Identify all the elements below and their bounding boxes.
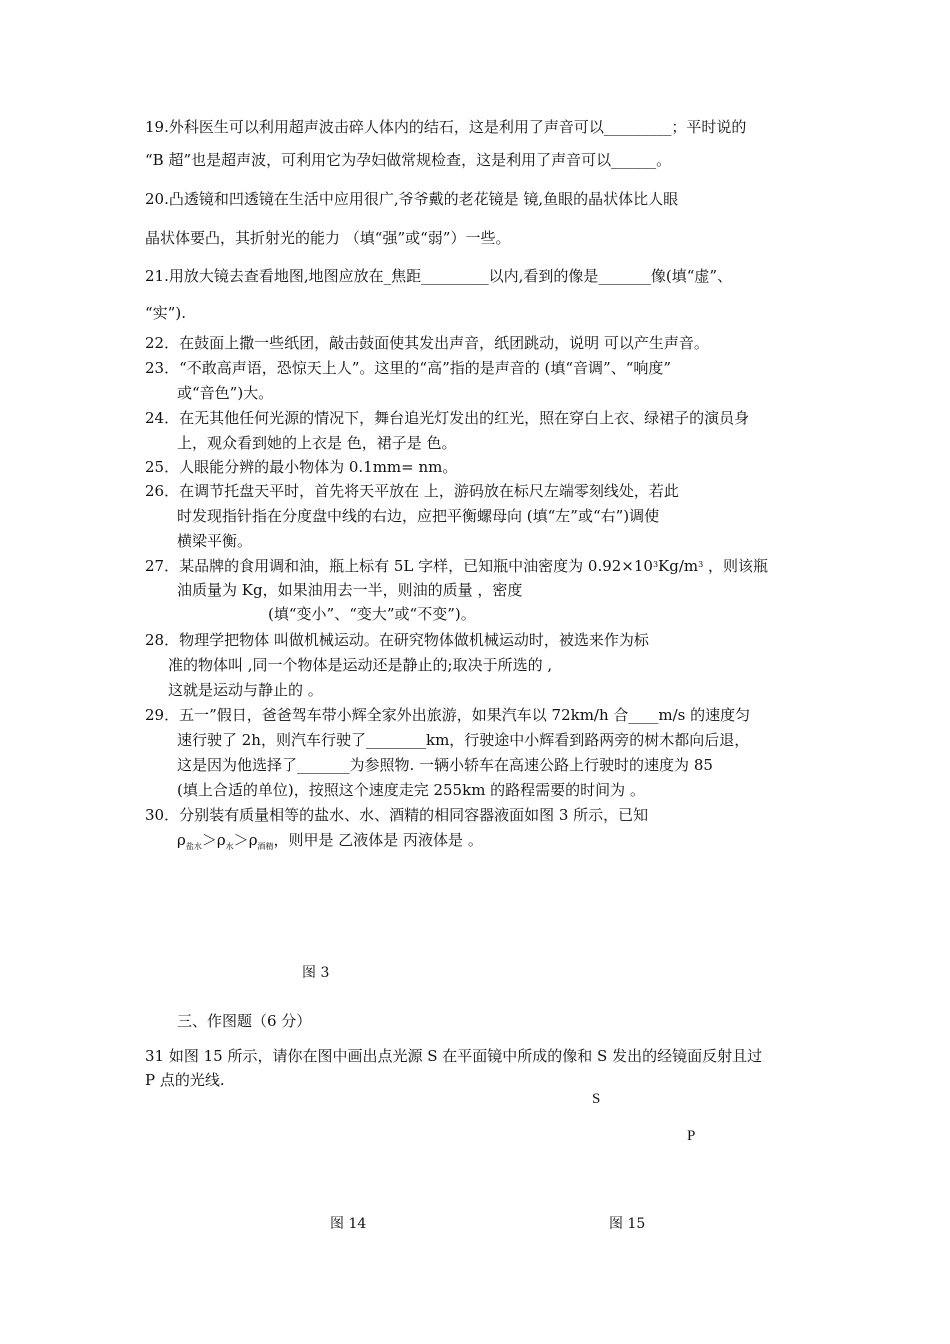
q25-line1: 25．人眼能分辨的最小物体为 0.1mm= nm。 (145, 458, 458, 476)
greater-than-1: ＞ (201, 831, 217, 849)
q19-line1: 19.外科医生可以利用超声波击碎人体内的结石，这是利用了声音可以_________；平时说的 (145, 118, 747, 136)
q29-line3 (177, 755, 713, 775)
q27-exponent: 3 (652, 560, 659, 569)
rho-water-symbol: ρ (216, 831, 226, 849)
q30-line1: 30．分别装有质量相等的盐水、水、酒精的相同容器液面如图 3 所示，已知 (145, 806, 649, 824)
q27-unit: Kg/m (658, 557, 699, 575)
rho-alcohol-subscript: 酒精 (257, 842, 274, 851)
q21-line1: 21.用放大镜去查看地图,地图应放在_焦距_________以内,看到的像是_______像(填“虚”、 (145, 267, 733, 285)
q24-line2: 上，观众看到她的上衣是 色，裙子是 色。 (177, 434, 457, 452)
q28-line2: 准的物体叫 ,同一个物体是运动还是静止的;取决于所选的 , (168, 656, 553, 674)
q30-line2-tail: ，则甲是 乙液体是 丙液体是 。 (273, 831, 483, 849)
section-3-heading: 三、作图题（6 分） (177, 1012, 312, 1030)
figure-14-caption: 图 14 (330, 1216, 367, 1232)
q20-line2: 晶状体要凸，其折射光的能力 （填“强”或“弱”）一些。 (145, 229, 511, 247)
q28-line1: 28．物理学把物体 叫做机械运动。在研究物体做机械运动时，被选来作为标 (145, 631, 649, 649)
rho-salt-symbol: ρ (177, 831, 186, 849)
q19-line2: “B 超”也是超声波，可利用它为孕妇做常规检查，这是利用了声音可以______。 (145, 151, 672, 169)
q26-line3: 横梁平衡。 (177, 532, 253, 550)
q23-line1: 23．“不敢高声语，恐惊天上人”。这里的“高”指的是声音的 (填“音调”、“响度” (145, 359, 672, 377)
q26-line1: 26．在调节托盘天平时，首先将天平放在 上，游码放在标尺左端零刻线处，若此 (145, 482, 679, 500)
q21-line2: “实”). (145, 304, 186, 322)
figure-3-caption: 图 3 (302, 965, 330, 981)
q29-line3-tail: 度为 85 (659, 756, 713, 774)
q27-line1-tail: ，则该瓶 (703, 557, 769, 575)
q29-line1: 29．五一”假日，爸爸驾车带小辉全家外出旅游，如果汽车以 72km/h 合____m/s 的速度匀 (145, 706, 751, 724)
q20-line1: 20.凸透镜和凹透镜在生活中应用很广,爷爷戴的老花镜是 镜,鱼眼的晶状体比人眼 (145, 190, 679, 208)
q22-line1: 22．在鼓面上撒一些纸团，敲击鼓面使其发出声音，纸团跳动，说明 可以产生声音。 (145, 334, 709, 352)
q26-line2: 时发现指针指在分度盘中线的右边，应把平衡螺母向 (填“左”或“右”)调使 (177, 507, 660, 525)
q28-line3: 这就是运动与静止的 。 (168, 681, 323, 699)
q29-line4: (填上合适的单位)，按照这个速度走完 255km 的路程需要的时间为 。 (177, 781, 645, 799)
q27-line2: 油质量为 Kg，如果油用去一半，则油的质量 ，密度 (177, 581, 523, 599)
q23-line2: 或“音色”)大。 (177, 384, 274, 402)
q30-line2 (177, 830, 483, 857)
point-p-label: P (687, 1128, 696, 1144)
rho-alcohol-symbol: ρ (248, 831, 258, 849)
q24-line1: 24．在无其他任何光源的情况下，舞台追光灯发出的红光，照在穿白上衣、绿裙子的演员身 (145, 409, 750, 427)
q29-line2: 速行驶了 2h，则汽车行驶了________km，行驶途中小辉看到路两旁的树木都向后退， (177, 731, 750, 749)
q29-line3-text: 这是因为他选择了_______为参照物. 一辆小轿车在高速公路上行驶时的速 (177, 756, 660, 774)
q31-line2: P 点的光线. (145, 1071, 225, 1089)
rho-salt-subscript: 盐水 (185, 842, 202, 851)
q27-line1 (145, 555, 768, 576)
figure-15-caption: 图 15 (609, 1216, 646, 1232)
q31-line1: 31 如图 15 所示，请你在图中画出点光源 S 在平面镜中所成的像和 S 发出的经镜面反射且过 (145, 1047, 763, 1065)
rho-water-subscript: 水 (225, 842, 234, 851)
q27-unit-exponent: 3 (698, 560, 704, 569)
greater-than-2: ＞ (233, 831, 249, 849)
q27-line1-text: 27．某品牌的食用调和油，瓶上标有 5L 字样，已知瓶中油密度为 0.92×10 (145, 557, 653, 575)
point-s-label: S (592, 1091, 601, 1107)
q27-line3: (填“变小”、“变大”或“不变”)。 (268, 605, 476, 623)
